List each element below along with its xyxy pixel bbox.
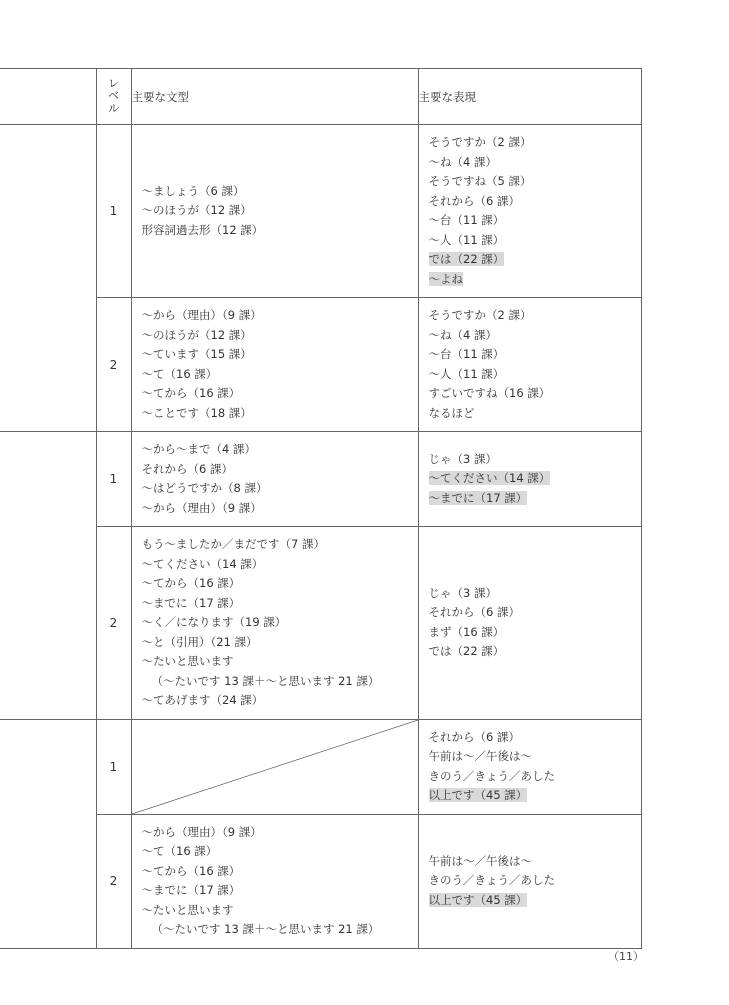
expression-item-text: では（22 課）	[428, 644, 505, 659]
grammar-item	[142, 652, 408, 672]
expression-item-text: ～台（11 課）	[428, 213, 505, 227]
level-column-header	[96, 69, 131, 125]
grammar-item	[142, 594, 408, 614]
expression-item-text: きのう／きょう／あした	[428, 873, 555, 888]
expression-item-text: ～までに（17 課）	[428, 490, 528, 505]
grammar-item	[142, 920, 408, 940]
expression-item	[429, 469, 631, 489]
expression-item-text: そうですか（2 課）	[428, 135, 532, 149]
expression-item-text: ～人（11 課）	[428, 366, 505, 381]
expression-item-text: 午前は～／午後は～	[428, 853, 532, 868]
grammar-cell	[131, 527, 418, 720]
expression-item-text: ～ね（4 課）	[428, 154, 497, 169]
grammar-item	[142, 460, 408, 480]
grammar-item	[142, 384, 408, 404]
grammar-item	[142, 613, 408, 633]
grammar-item-text: ～たいと思います	[141, 654, 234, 668]
expression-item-text: では（22 課）	[428, 252, 505, 266]
grammar-item	[142, 555, 408, 575]
expression-item	[429, 489, 631, 509]
grammar-item	[142, 404, 408, 424]
grammar-item	[142, 365, 408, 385]
grammar-item-text: ～はどうですか（8 課）	[141, 481, 268, 495]
expression-item	[429, 172, 631, 192]
expression-item	[429, 728, 631, 748]
expression-item	[429, 871, 631, 891]
grammar-item-text: ～から（理由）（9 課）	[141, 824, 262, 839]
grammar-item-text: ～ましょう（6 課）	[141, 183, 245, 198]
grammar-item	[142, 633, 408, 653]
grammar-item	[142, 842, 408, 862]
grammar-item-text: ～のほうが（12 課）	[141, 327, 252, 342]
grammar-cell	[131, 719, 418, 814]
topic-cell	[0, 719, 96, 948]
grammar-table	[0, 68, 642, 949]
expression-item	[429, 250, 631, 270]
expressions-cell	[418, 298, 641, 432]
grammar-item-text: もう～ましたか／まだです（7 課）	[141, 537, 325, 551]
expression-item-text: まず（16 課）	[428, 624, 505, 639]
grammar-item	[142, 901, 408, 921]
grammar-item-text: ～く／になります（19 課）	[141, 615, 287, 629]
grammar-item-text: ～てあげます（24 課）	[141, 693, 264, 707]
expression-item	[429, 767, 631, 787]
expression-item-text: ～人（11 課）	[428, 232, 505, 247]
expression-item	[429, 365, 631, 385]
topic-cell	[0, 432, 96, 720]
grammar-item-text: （～たいです 13 課＋～と思います 21 課）	[151, 922, 380, 936]
grammar-item-text: ～ています（15 課）	[141, 347, 252, 361]
grammar-cell	[131, 432, 418, 527]
grammar-item	[142, 201, 408, 221]
expression-item	[429, 192, 631, 212]
grammar-item	[142, 574, 408, 594]
grammar-item-text: ～てください（14 課）	[141, 556, 264, 571]
grammar-item-text: ～までに（17 課）	[141, 883, 241, 897]
expression-item	[429, 326, 631, 346]
expression-item	[429, 345, 631, 365]
expressions-cell	[418, 719, 641, 814]
expression-item-text: ～ね（4 課）	[428, 327, 497, 342]
page-number: （11）	[608, 950, 644, 963]
expression-item-text: 午前は～／午後は～	[428, 749, 532, 763]
grammar-item	[142, 535, 408, 555]
grammar-item	[142, 326, 408, 346]
expression-item	[429, 306, 631, 326]
grammar-item	[142, 499, 408, 519]
grammar-cell	[131, 298, 418, 432]
grammar-cell	[131, 814, 418, 948]
expression-item-text: 以上です（45 課）	[428, 788, 528, 802]
expression-item	[429, 623, 631, 643]
grammar-item-text: ～て（16 課）	[141, 844, 218, 858]
grammar-item	[142, 221, 408, 241]
expressions-cell	[418, 125, 641, 298]
expression-item-text: ～台（11 課）	[428, 347, 505, 361]
expression-item-text: それから（6 課）	[428, 605, 520, 620]
grammar-item-text: ～てから（16 課）	[141, 863, 241, 878]
expression-item	[429, 404, 631, 424]
grammar-item-text: ～たいと思います	[141, 902, 234, 917]
expression-item-text: ～よね	[428, 271, 463, 286]
grammar-item-text: ～までに（17 課）	[141, 595, 241, 610]
table-row	[0, 814, 641, 948]
grammar-column-header: 主要な文型	[131, 69, 418, 125]
expression-item	[429, 211, 631, 231]
level-cell: 2	[96, 814, 131, 948]
expression-item	[429, 603, 631, 623]
expressions-cell	[418, 814, 641, 948]
level-cell: 2	[96, 527, 131, 720]
grammar-item-text: ～ことです（18 課）	[141, 405, 252, 420]
table-header-row	[0, 69, 641, 125]
grammar-item	[142, 691, 408, 711]
grammar-item	[142, 182, 408, 202]
grammar-item-text: ～て（16 課）	[141, 366, 218, 381]
expression-item	[429, 747, 631, 767]
grammar-cell	[131, 125, 418, 298]
expression-item-text: そうですね（5 課）	[428, 174, 532, 188]
table-row	[0, 527, 641, 720]
grammar-item	[142, 306, 408, 326]
expression-item-text: それから（6 課）	[428, 729, 520, 744]
expression-item	[429, 891, 631, 911]
expression-item-text: 以上です（45 課）	[428, 892, 528, 907]
grammar-item-text: ～から（理由）（9 課）	[141, 308, 262, 322]
grammar-item-text: ～のほうが（12 課）	[141, 203, 252, 218]
level-header-label: レベル	[108, 76, 119, 115]
diagonal-slash	[132, 720, 418, 814]
expressions-cell	[418, 527, 641, 720]
expression-item	[429, 450, 631, 470]
expression-item	[429, 153, 631, 173]
table-row	[0, 432, 641, 527]
grammar-item	[142, 823, 408, 843]
table-row	[0, 298, 641, 432]
expressions-column-header: 主要な表現	[418, 69, 641, 125]
grammar-item-text: それから（6 課）	[141, 461, 233, 476]
grammar-item-text: ～から（理由）（9 課）	[141, 500, 262, 515]
level-cell: 1	[96, 432, 131, 527]
grammar-item	[142, 440, 408, 460]
topic-cell	[0, 125, 96, 432]
expression-item	[429, 384, 631, 404]
expressions-cell	[418, 432, 641, 527]
expression-item-text: なるほど	[428, 405, 475, 420]
expression-item	[429, 786, 631, 806]
expression-item-text: きのう／きょう／あした	[428, 768, 555, 783]
expression-item	[429, 642, 631, 662]
grammar-item	[142, 862, 408, 882]
grammar-item-text: ～てから（16 課）	[141, 576, 241, 590]
expression-item	[429, 231, 631, 251]
expression-item	[429, 133, 631, 153]
table-row	[0, 125, 641, 298]
grammar-item-text: 形容詞過去形（12 課）	[141, 222, 264, 237]
expression-item-text: ～てください（14 課）	[428, 471, 551, 486]
table-row	[0, 719, 641, 814]
expression-item-text: それから（6 課）	[428, 193, 520, 208]
expression-item-text: すごいですね（16 課）	[428, 386, 551, 400]
expression-item	[429, 584, 631, 604]
grammar-item-text: ～てから（16 課）	[141, 386, 241, 400]
level-cell: 1	[96, 125, 131, 298]
grammar-item	[142, 881, 408, 901]
grammar-item-text: ～から～まで（4 課）	[141, 442, 256, 456]
grammar-item	[142, 345, 408, 365]
grammar-item	[142, 672, 408, 692]
grammar-item	[142, 479, 408, 499]
expression-item-text: じゃ（3 課）	[428, 585, 497, 600]
expression-item	[429, 852, 631, 872]
level-cell: 1	[96, 719, 131, 814]
expression-item-text: そうですか（2 課）	[428, 308, 532, 322]
grammar-item-text: ～と（引用）（21 課）	[141, 634, 258, 649]
expression-item-text: じゃ（3 課）	[428, 451, 497, 466]
topic-column-header	[0, 69, 96, 125]
level-cell: 2	[96, 298, 131, 432]
grammar-item-text: （～たいです 13 課＋～と思います 21 課）	[151, 673, 380, 688]
expression-item	[429, 270, 631, 290]
